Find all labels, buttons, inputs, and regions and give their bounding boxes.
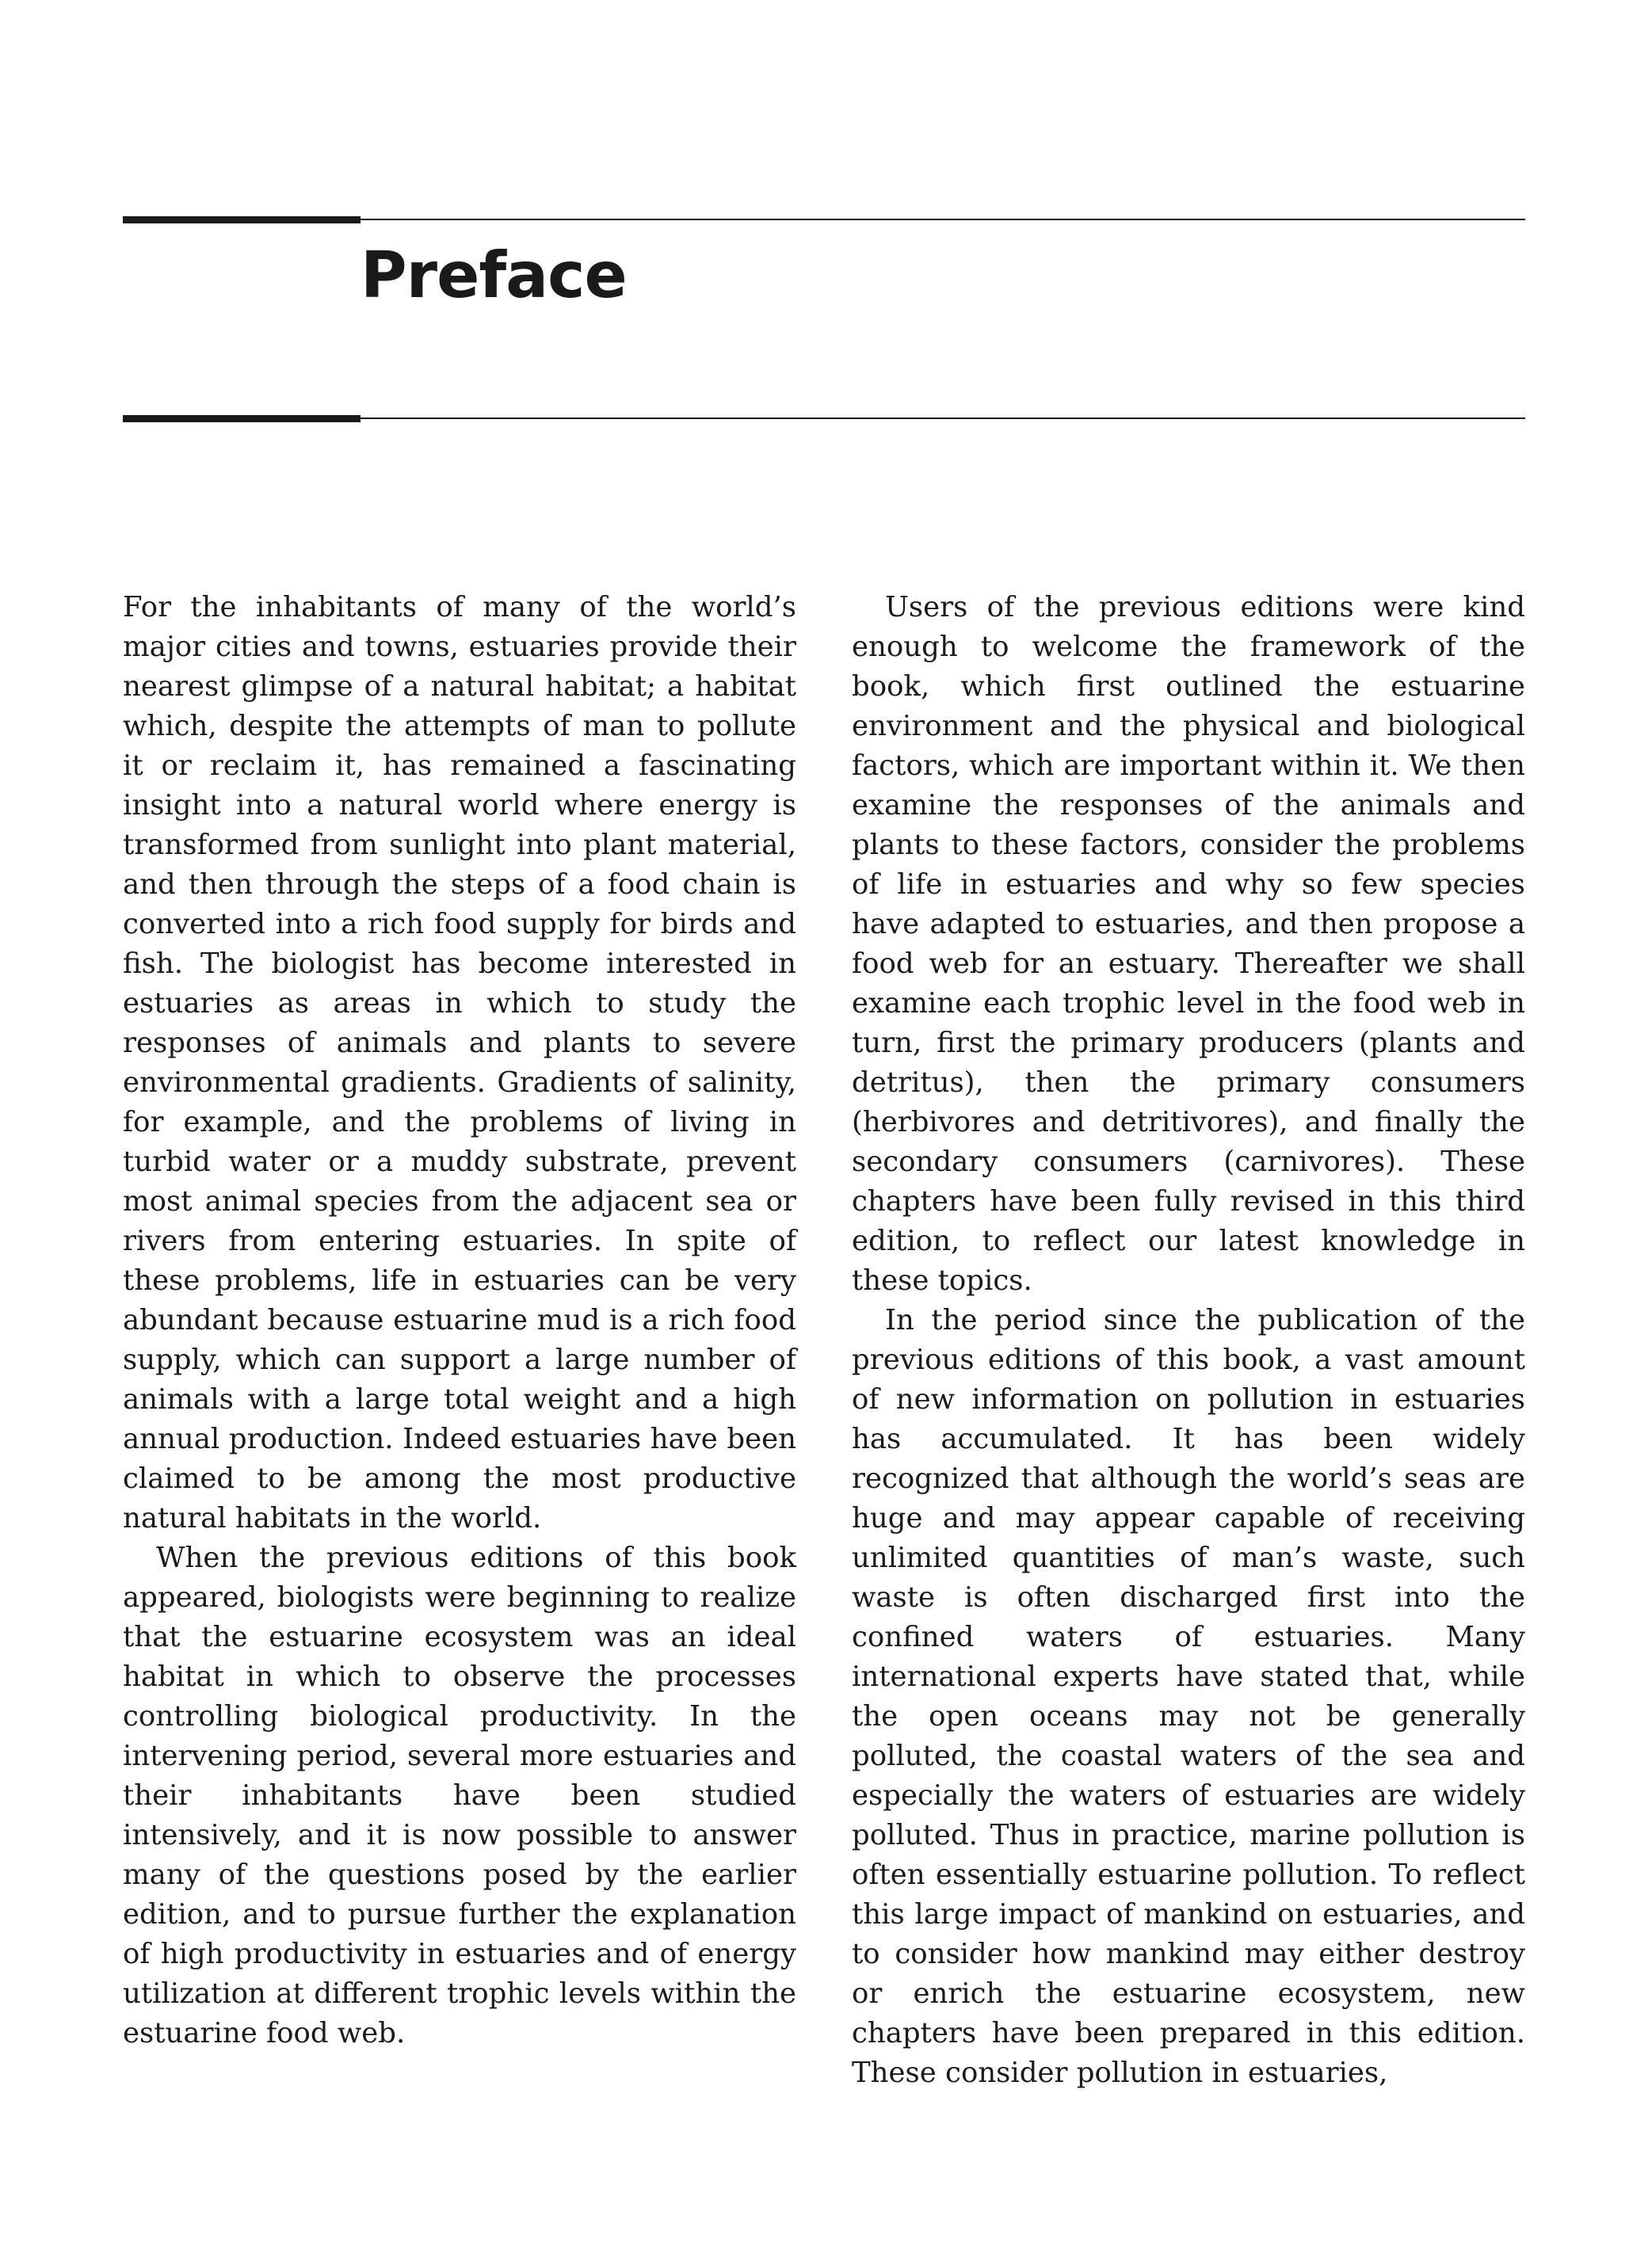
header-rule-bottom-accent (123, 415, 361, 422)
page-title: Preface (361, 238, 627, 312)
paragraph: In the period since the publication of the previous editions of this book, a vast amount of new information on pollution in estuaries has accumulated. It has been widely recognized that although the world’s seas are huge and may appear capable of receiving unlimited quantities of man’s waste, such waste is often discharged first into the confined waters of estuaries. Many international experts have stated that, while the open oceans may not be generally polluted, the coastal waters of the sea and especially the waters of estuaries are widely polluted. Thus in practice, marine pollution is often essentially estuarine pollution. To reflect this large impact of mankind on estuaries, and to consider how mankind may either destroy or enrich the estuarine ecosystem, new chapters have been prepared in this edition. These consider pollution in estuaries, (852, 1304, 1525, 2089)
header-rule-top-accent (123, 216, 361, 223)
paragraph: For the inhabitants of many of the world’s major cities and towns, estuaries provide their nearest glimpse of a natural habitat; a habitat which, despite the attempts of man to pollute it or reclaim it, has remained a fascinating insight into a natural world where energy is transformed from sunlight into plant material, and then through the steps of a food chain is converted into a rich food supply for birds and fish. The biologist has become interested in estuaries as areas in which to study the responses of animals and plants to severe environmental gradients. Gradients of salinity, for example, and the problems of living in turbid water or a muddy substrate, prevent most animal species from the adjacent sea or rivers from entering estuaries. In spite of these problems, life in estuaries can be very abundant because estuarine mud is a rich food supply, which can support a large number of animals with a large total weight and a high annual production. Indeed estuaries have been claimed to be among the most productive natural habitats in the world. (123, 591, 796, 1535)
paragraph: When the previous editions of this book appeared, biologists were beginning to realize that the estuarine ecosystem was an ideal habitat in which to observe the processes controlling biological productivity. In the intervening period, several more estuaries and their inhabitants have been studied intensively, and it is now possible to answer many of the questions posed by the earlier edition, and to pursue further the explanation of high productivity in estuaries and of energy utilization at different trophic levels within the estuarine food web. (123, 1542, 796, 2049)
right-column (852, 588, 1525, 2093)
left-column (123, 588, 796, 2053)
paragraph: Users of the previous editions were kind enough to welcome the framework of the book, which first outlined the estuarine environment and the physical and biological factors, which are important within it. We then examine the responses of the animals and plants to these factors, consider the problems of life in estuaries and why so few species have adapted to estuaries, and then propose a food web for an estuary. Thereafter we shall examine each trophic level in the food web in turn, first the primary producers (plants and detritus), then the primary consumers (herbivores and detritivores), and finally the secondary consumers (carnivores). These chapters have been fully revised in this third edition, to reflect our latest knowledge in these topics. (852, 591, 1525, 1297)
